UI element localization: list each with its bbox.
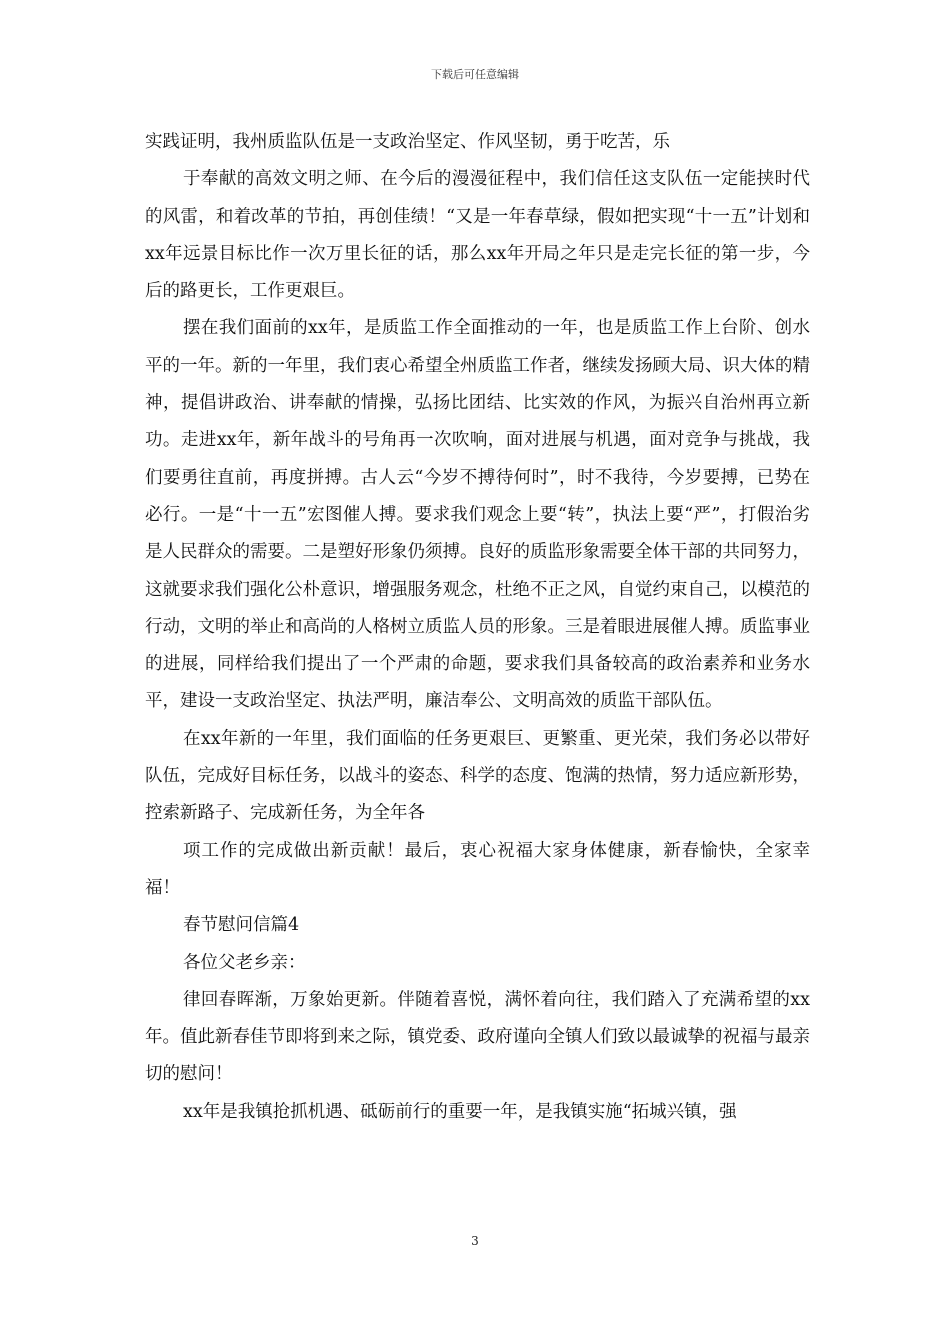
document-body [145,124,810,1131]
paragraph-1: 实践证明，我州质监队伍是一支政治坚定、作风坚韧，勇于吃苦，乐 [145,132,670,152]
paragraph-5: 项工作的完成做出新贡献！最后，衷心祝福大家身体健康，新春愉快，全家幸福！ [145,840,810,898]
salutation: 各位父老乡亲： [183,952,306,973]
section-title: 春节慰问信篇4 [183,915,300,936]
page-number: 3 [471,1234,479,1248]
paragraph-4: 在xx年新的一年里，我们面临的任务更艰巨、更繁重、更光荣，我们务必以带好队伍，完成好目标任务，以战斗的姿态、科学的态度、饱满的热情，努力适应新形势，控索新路子、完成新任务，为全年各 [145,728,810,824]
paragraph-2: 于奉献的高效文明之师、在今后的漫漫征程中，我们信任这支队伍一定能挟时代的风雷，和着改革的节拍，再创佳绩！“又是一年春草绿，假如把实现“十一五”计划和xx年远景目标比作一次万里长征的话，那么xx年开局之年只是走完长征的第一步，今后的路更长，工作更艰巨。 [145,169,810,302]
paragraph-8: 律回春晖渐，万象始更新。伴随着喜悦，满怀着向往，我们踏入了充满希望的xx年。值此新春佳节即将到来之际，镇党委、政府谨向全镇人们致以最诚挚的祝福与最亲切的慰问！ [145,989,810,1085]
page-header-note: 下载后可任意编辑 [431,68,519,81]
paragraph-3: 摆在我们面前的xx年，是质监工作全面推动的一年，也是质监工作上台阶、创水平的一年。新的一年里，我们衷心希望全州质监工作者，继续发扬顾大局、识大体的精神，提倡讲政治、讲奉献的情操，弘扬比团结、比实效的作风，为振兴自治州再立新功。走进xx年，新年战斗的号角再一次吹响，面对进展与机遇，面对竞争与挑战，我们要勇往直前，再度拼搏。古人云“今岁不搏待何时”，时不我待，今岁要搏，已势在必行。一是“十一五”宏图催人搏。要求我们观念上要“转”，执法上要“严”，打假治劣是人民群众的需要。二是塑好形象仍须搏。良好的质监形象需要全体干部的共同努力，这就要求我们强化公朴意识，增强服务观念，杜绝不正之风，自觉约束自己，以模范的行动，文明的举止和高尚的人格树立质监人员的形象。三是着眼进展催人搏。质监事业的进展，同样给我们提出了一个严肃的命题，要求我们具备较高的政治素养和业务水平，建设一支政治坚定、执法严明，廉洁奉公、文明高效的质监干部队伍。 [145,318,810,712]
paragraph-9: xx年是我镇抢抓机遇、砥砺前行的重要一年，是我镇实施“拓城兴镇，强 [183,1101,737,1122]
